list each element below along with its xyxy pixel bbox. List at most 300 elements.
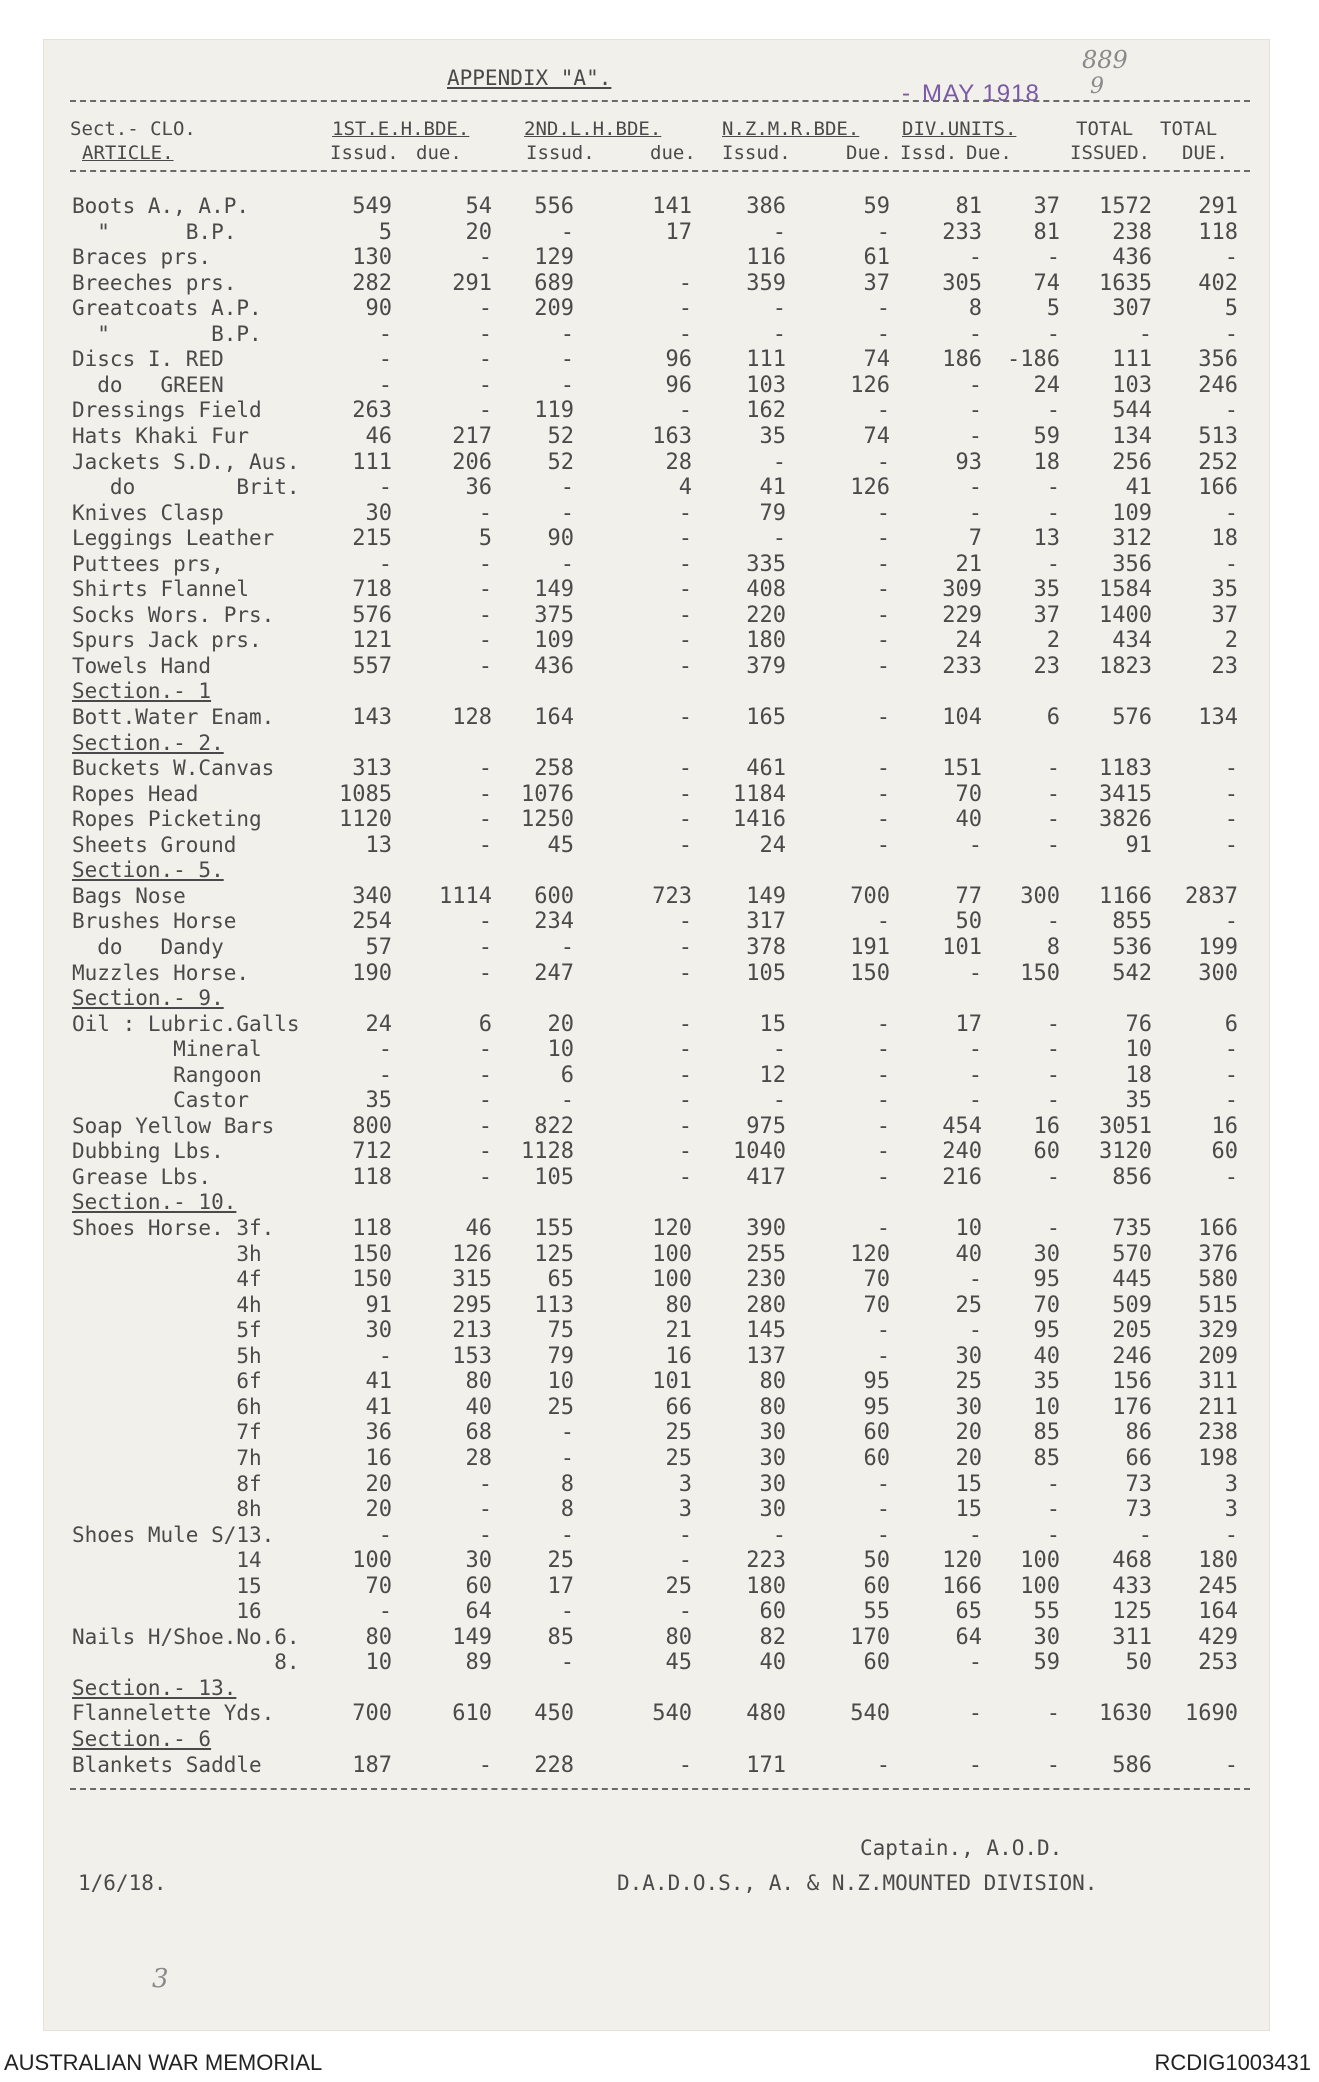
- table-cell: -: [772, 1037, 786, 1063]
- table-cell: 28: [665, 449, 692, 475]
- row-label: do Dandy: [72, 934, 224, 959]
- row-label: Ropes Picketing: [72, 807, 262, 832]
- table-cell: -: [876, 1318, 890, 1344]
- table-cell: -: [876, 1343, 890, 1369]
- table-cell: 25: [955, 1369, 982, 1395]
- table-cell: 309: [942, 577, 982, 603]
- table-cell: 37: [1033, 602, 1060, 628]
- table-cell: -: [560, 475, 574, 501]
- table-cell: 60: [759, 1599, 786, 1625]
- row-label: Sheets Ground: [72, 832, 237, 857]
- table-cell: -: [1138, 321, 1152, 347]
- table-cell: 30: [1033, 1624, 1060, 1650]
- table-cell: 16: [1033, 1113, 1060, 1139]
- table-cell: 80: [665, 1624, 692, 1650]
- table-cell: 113: [534, 1292, 574, 1318]
- row-label: Jackets S.D., Aus.: [72, 449, 300, 474]
- table-cell: 162: [746, 398, 786, 424]
- table-cell: 544: [1112, 398, 1152, 424]
- table-cell: 153: [452, 1343, 492, 1369]
- table-cell: -: [478, 1037, 492, 1063]
- table-cell: -: [1046, 1497, 1060, 1523]
- table-cell: -: [1224, 756, 1238, 782]
- table-cell: 3120: [1099, 1139, 1152, 1165]
- section-heading: Section.- 10.: [72, 1190, 237, 1215]
- table-cell: -: [876, 781, 890, 807]
- header-cell: Due.: [966, 142, 1012, 164]
- row-label: Brushes Horse: [72, 909, 237, 934]
- row-label: Muzzles Horse.: [72, 960, 250, 985]
- row-label: Bags Nose: [72, 883, 186, 908]
- table-cell: 13: [1033, 526, 1060, 552]
- table-cell: 16: [665, 1343, 692, 1369]
- table-cell: -: [1046, 1522, 1060, 1548]
- table-cell: 450: [534, 1701, 574, 1727]
- table-cell: 41: [759, 475, 786, 501]
- table-cell: -: [560, 1088, 574, 1114]
- table-cell: -: [1046, 475, 1060, 501]
- table-cell: 217: [452, 423, 492, 449]
- table-cell: -: [968, 832, 982, 858]
- table-cell: 513: [1198, 423, 1238, 449]
- table-cell: 17: [547, 1573, 574, 1599]
- table-cell: 60: [863, 1573, 890, 1599]
- table-cell: 576: [352, 602, 392, 628]
- table-cell: 305: [942, 270, 982, 296]
- table-cell: 3: [1224, 1471, 1238, 1497]
- table-cell: 20: [465, 219, 492, 245]
- table-cell: 247: [534, 960, 574, 986]
- table-cell: 30: [955, 1394, 982, 1420]
- table-cell: -: [876, 500, 890, 526]
- table-cell: 10: [365, 1650, 392, 1676]
- table-cell: 35: [759, 423, 786, 449]
- margin-note: 889: [1082, 46, 1128, 74]
- table-cell: -: [876, 398, 890, 424]
- section-heading: Section.- 6: [72, 1727, 212, 1751]
- header-cell: due.: [416, 142, 462, 164]
- table-cell: 402: [1198, 270, 1238, 296]
- table-cell: 64: [465, 1599, 492, 1625]
- table-cell: 126: [850, 475, 890, 501]
- table-cell: 15: [955, 1471, 982, 1497]
- table-cell: 390: [746, 1216, 786, 1241]
- row-label: 14: [72, 1548, 262, 1573]
- table-cell: 79: [759, 500, 786, 526]
- table-cell: -: [876, 551, 890, 577]
- table-cell: -: [678, 1037, 692, 1063]
- table-cell: -: [478, 1139, 492, 1165]
- table-cell: -: [678, 602, 692, 628]
- table-cell: 20: [547, 1011, 574, 1037]
- table-cell: 50: [863, 1548, 890, 1574]
- divider-top: [70, 100, 1250, 102]
- table-cell: 1120: [339, 807, 392, 833]
- table-cell: -: [678, 1548, 692, 1574]
- table-cell: -: [968, 245, 982, 271]
- table-cell: 70: [365, 1573, 392, 1599]
- row-label: Puttees prs,: [72, 551, 224, 576]
- table-cell: -: [876, 832, 890, 858]
- table-cell: -: [560, 347, 574, 373]
- table-cell: 50: [955, 909, 982, 935]
- table-cell: 30: [759, 1445, 786, 1471]
- page-mark: 3: [152, 1964, 169, 1994]
- table-cell: 376: [1198, 1241, 1238, 1267]
- table-cell: 80: [365, 1624, 392, 1650]
- table-cell: 35: [1033, 577, 1060, 603]
- table-cell: -: [876, 1062, 890, 1088]
- table-cell: 4: [678, 475, 692, 501]
- table-cell: 18: [1125, 1062, 1152, 1088]
- table-cell: 17: [665, 219, 692, 245]
- section-heading: Section.- 9.: [72, 986, 224, 1011]
- table-cell: 85: [1033, 1420, 1060, 1446]
- table-cell: -: [678, 1164, 692, 1190]
- table-cell: 723: [652, 883, 692, 909]
- table-cell: 15: [955, 1497, 982, 1523]
- table-cell: 12: [759, 1062, 786, 1088]
- table-cell: 8: [1046, 934, 1060, 960]
- row-label: 8f: [72, 1471, 262, 1496]
- header-cell: N.Z.M.R.BDE.: [722, 118, 860, 140]
- table-cell: -: [560, 1522, 574, 1548]
- table-cell: 125: [1112, 1599, 1152, 1625]
- table-cell: 233: [942, 219, 982, 245]
- table-cell: 1416: [733, 807, 786, 833]
- table-cell: -: [968, 1522, 982, 1548]
- signature-office: D.A.D.O.S., A. & N.Z.MOUNTED DIVISION.: [617, 1871, 1098, 1895]
- table-cell: -: [478, 1113, 492, 1139]
- header-cell: 2ND.L.H.BDE.: [524, 118, 662, 140]
- row-label: Grease Lbs.: [72, 1164, 212, 1189]
- table-cell: -: [678, 1752, 692, 1778]
- table-cell: 50: [1125, 1650, 1152, 1676]
- table-cell: 40: [1033, 1343, 1060, 1369]
- table-cell: 379: [746, 653, 786, 679]
- table-cell: -: [560, 934, 574, 960]
- table-cell: -: [876, 602, 890, 628]
- table-cell: 85: [1033, 1445, 1060, 1471]
- table-cell: -: [378, 321, 392, 347]
- table-cell: 60: [863, 1420, 890, 1446]
- row-label: Ropes Head: [72, 781, 199, 806]
- table-cell: -: [1046, 1011, 1060, 1037]
- table-cell: 76: [1125, 1011, 1152, 1037]
- table-cell: 230: [746, 1267, 786, 1293]
- table-cell: 570: [1112, 1241, 1152, 1267]
- table-cell: -: [378, 1522, 392, 1548]
- table-cell: -: [968, 423, 982, 449]
- table-cell: 180: [746, 628, 786, 654]
- table-cell: -: [678, 296, 692, 322]
- table-cell: 454: [942, 1113, 982, 1139]
- table-cell: 165: [746, 705, 786, 730]
- table-cell: -: [678, 398, 692, 424]
- table-cell: -: [1224, 832, 1238, 858]
- table-cell: 41: [365, 1394, 392, 1420]
- table-cell: -: [678, 756, 692, 782]
- table-cell: -: [1224, 781, 1238, 807]
- table-cell: -: [968, 1650, 982, 1676]
- table-cell: -: [968, 1062, 982, 1088]
- table-cell: -: [968, 1088, 982, 1114]
- table-cell: 134: [1198, 705, 1238, 730]
- table-cell: 170: [850, 1624, 890, 1650]
- table-cell: -: [478, 500, 492, 526]
- table-cell: 155: [534, 1216, 574, 1241]
- table-cell: 223: [746, 1548, 786, 1574]
- table-cell: 93: [955, 449, 982, 475]
- table-cell: -: [478, 1471, 492, 1497]
- table-cell: 610: [452, 1701, 492, 1727]
- table-cell: 46: [465, 1216, 492, 1241]
- table-cell: 118: [352, 1216, 392, 1241]
- table-cell: 25: [547, 1394, 574, 1420]
- table-cell: -: [968, 1701, 982, 1727]
- table-cell: -: [478, 398, 492, 424]
- table-cell: 187: [352, 1752, 392, 1778]
- document-date: 1/6/18.: [78, 1871, 167, 1895]
- table-cell: 253: [1198, 1650, 1238, 1676]
- table-cell: -: [478, 347, 492, 373]
- table-cell: 1166: [1099, 883, 1152, 909]
- table-cell: 30: [759, 1420, 786, 1446]
- row-label: Knives Clasp: [72, 500, 224, 525]
- table-cell: -: [678, 1522, 692, 1548]
- table-cell: 10: [547, 1369, 574, 1395]
- table-cell: 145: [746, 1318, 786, 1344]
- table-cell: 557: [352, 653, 392, 679]
- row-label: Nails H/Shoe.No.6.: [72, 1624, 300, 1649]
- table-cell: -: [1046, 909, 1060, 935]
- table-cell: 156: [1112, 1369, 1152, 1395]
- table-cell: 198: [1198, 1445, 1238, 1471]
- table-cell: 700: [850, 883, 890, 909]
- section-heading: Section.- 13.: [72, 1675, 237, 1700]
- table-cell: 164: [1198, 1599, 1238, 1625]
- table-cell: 28: [465, 1445, 492, 1471]
- table-cell: 211: [1198, 1394, 1238, 1420]
- table-cell: 335: [746, 551, 786, 577]
- table-cell: 1114: [439, 883, 492, 909]
- table-cell: 25: [665, 1445, 692, 1471]
- table-cell: 800: [352, 1113, 392, 1139]
- table-cell: 95: [1033, 1318, 1060, 1344]
- table-cell: -: [1224, 1522, 1238, 1548]
- table-cell: -: [876, 1752, 890, 1778]
- table-cell: 30: [759, 1497, 786, 1523]
- divider-bottom: [70, 1788, 1250, 1790]
- table-cell: -: [560, 1599, 574, 1625]
- table-cell: 191: [850, 934, 890, 960]
- table-cell: -: [678, 653, 692, 679]
- table-cell: 313: [352, 756, 392, 782]
- table-cell: 80: [665, 1292, 692, 1318]
- table-cell: 10: [1033, 1394, 1060, 1420]
- table-cell: 311: [1198, 1369, 1238, 1395]
- table-cell: -: [560, 551, 574, 577]
- table-cell: -: [678, 1113, 692, 1139]
- table-cell: -: [560, 372, 574, 398]
- table-cell: -: [478, 1522, 492, 1548]
- table-cell: 57: [365, 934, 392, 960]
- row-label: 16: [72, 1599, 262, 1624]
- table-cell: -: [876, 705, 890, 730]
- table-cell: 317: [746, 909, 786, 935]
- table-cell: 143: [352, 705, 392, 730]
- table-cell: 37: [863, 270, 890, 296]
- table-cell: 25: [955, 1292, 982, 1318]
- table-cell: 13: [365, 832, 392, 858]
- table-cell: 109: [534, 628, 574, 654]
- table-cell: 80: [759, 1394, 786, 1420]
- row-label: 4f: [72, 1267, 262, 1292]
- table-cell: -: [678, 909, 692, 935]
- table-cell: -: [1046, 832, 1060, 858]
- table-cell: 134: [1112, 423, 1152, 449]
- table-cell: 45: [547, 832, 574, 858]
- table-cell: 36: [465, 475, 492, 501]
- row-label: 5f: [72, 1318, 262, 1343]
- header-cell: TOTAL: [1076, 118, 1134, 140]
- table-cell: 718: [352, 577, 392, 603]
- table-cell: 254: [352, 909, 392, 935]
- table-cell: 429: [1198, 1624, 1238, 1650]
- table-cell: 1076: [521, 781, 574, 807]
- table-cell: -: [678, 551, 692, 577]
- table-cell: -: [678, 1599, 692, 1625]
- table-cell: 2: [1224, 628, 1238, 654]
- row-label: Shoes Mule S/13.: [72, 1522, 275, 1547]
- table-cell: -: [968, 1752, 982, 1778]
- table-cell: -: [1224, 1088, 1238, 1114]
- row-label: Castor: [72, 1088, 250, 1113]
- table-cell: 300: [1020, 883, 1060, 909]
- row-label: 7f: [72, 1420, 262, 1445]
- table-cell: 41: [365, 1369, 392, 1395]
- table-cell: -: [876, 526, 890, 552]
- table-cell: 128: [452, 705, 492, 730]
- table-cell: -: [1224, 909, 1238, 935]
- table-cell: 74: [863, 423, 890, 449]
- table-cell: 7: [968, 526, 982, 552]
- table-cell: 120: [850, 1241, 890, 1267]
- table-cell: 209: [1198, 1343, 1238, 1369]
- table-cell: 137: [746, 1343, 786, 1369]
- table-cell: 307: [1112, 296, 1152, 322]
- table-cell: -186: [1007, 347, 1060, 373]
- table-cell: 3415: [1099, 781, 1152, 807]
- table-cell: 238: [1198, 1420, 1238, 1446]
- table-cell: 66: [665, 1394, 692, 1420]
- table-cell: 3051: [1099, 1113, 1152, 1139]
- table-cell: 8: [560, 1497, 574, 1523]
- table-cell: -: [1224, 1752, 1238, 1778]
- table-cell: 150: [352, 1267, 392, 1293]
- table-cell: 40: [759, 1650, 786, 1676]
- table-cell: 126: [452, 1241, 492, 1267]
- table-cell: -: [1046, 1164, 1060, 1190]
- table-cell: 21: [955, 551, 982, 577]
- table-cell: 149: [452, 1624, 492, 1650]
- table-cell: 6: [1224, 1011, 1238, 1037]
- table-cell: 118: [1198, 219, 1238, 245]
- table-cell: 10: [547, 1037, 574, 1063]
- table-cell: 59: [863, 194, 890, 219]
- table-cell: 6: [560, 1062, 574, 1088]
- table-cell: 30: [365, 500, 392, 526]
- table-cell: 100: [652, 1267, 692, 1293]
- table-cell: -: [1224, 398, 1238, 424]
- table-cell: 3: [678, 1497, 692, 1523]
- table-cell: -: [678, 1062, 692, 1088]
- table-cell: 10: [955, 1216, 982, 1241]
- table-cell: 35: [1033, 1369, 1060, 1395]
- section-heading: Section.- 5.: [72, 858, 224, 883]
- row-label: Dressings Field: [72, 398, 262, 423]
- table-cell: -: [678, 705, 692, 730]
- table-cell: -: [772, 296, 786, 322]
- table-cell: 100: [652, 1241, 692, 1267]
- table-cell: 149: [534, 577, 574, 603]
- table-cell: 30: [1033, 1241, 1060, 1267]
- table-cell: 35: [1211, 577, 1238, 603]
- table-cell: 1128: [521, 1139, 574, 1165]
- table-cell: 975: [746, 1113, 786, 1139]
- table-cell: -: [968, 398, 982, 424]
- table-cell: 65: [547, 1267, 574, 1293]
- table-cell: 40: [955, 1241, 982, 1267]
- row-label: " B.P.: [72, 321, 262, 346]
- row-label: 4h: [72, 1292, 262, 1317]
- table-cell: 20: [955, 1420, 982, 1446]
- table-cell: 480: [746, 1701, 786, 1727]
- table-cell: -: [876, 807, 890, 833]
- table-cell: 40: [955, 807, 982, 833]
- table-cell: 52: [547, 423, 574, 449]
- table-cell: -: [678, 526, 692, 552]
- table-cell: 255: [746, 1241, 786, 1267]
- table-cell: 105: [746, 960, 786, 986]
- table-cell: 700: [352, 1701, 392, 1727]
- row-label: Socks Wors. Prs.: [72, 602, 275, 627]
- table-cell: 150: [352, 1241, 392, 1267]
- table-cell: 436: [534, 653, 574, 679]
- table-cell: 540: [850, 1701, 890, 1727]
- table-cell: -: [478, 628, 492, 654]
- table-cell: 95: [863, 1394, 890, 1420]
- table-cell: 1184: [733, 781, 786, 807]
- table-cell: -: [478, 756, 492, 782]
- table-cell: 6: [478, 1011, 492, 1037]
- table-cell: 295: [452, 1292, 492, 1318]
- table-cell: -: [876, 756, 890, 782]
- table-cell: 96: [665, 347, 692, 373]
- table-cell: -: [1224, 245, 1238, 271]
- table-cell: -: [678, 960, 692, 986]
- table-cell: 37: [1211, 602, 1238, 628]
- table-cell: 24: [1033, 372, 1060, 398]
- table-cell: 70: [955, 781, 982, 807]
- table-cell: -: [968, 500, 982, 526]
- table-cell: 233: [942, 653, 982, 679]
- table-cell: 104: [942, 705, 982, 730]
- table-cell: -: [478, 960, 492, 986]
- table-cell: 74: [1033, 270, 1060, 296]
- table-cell: -: [478, 832, 492, 858]
- table-cell: 100: [1020, 1548, 1060, 1574]
